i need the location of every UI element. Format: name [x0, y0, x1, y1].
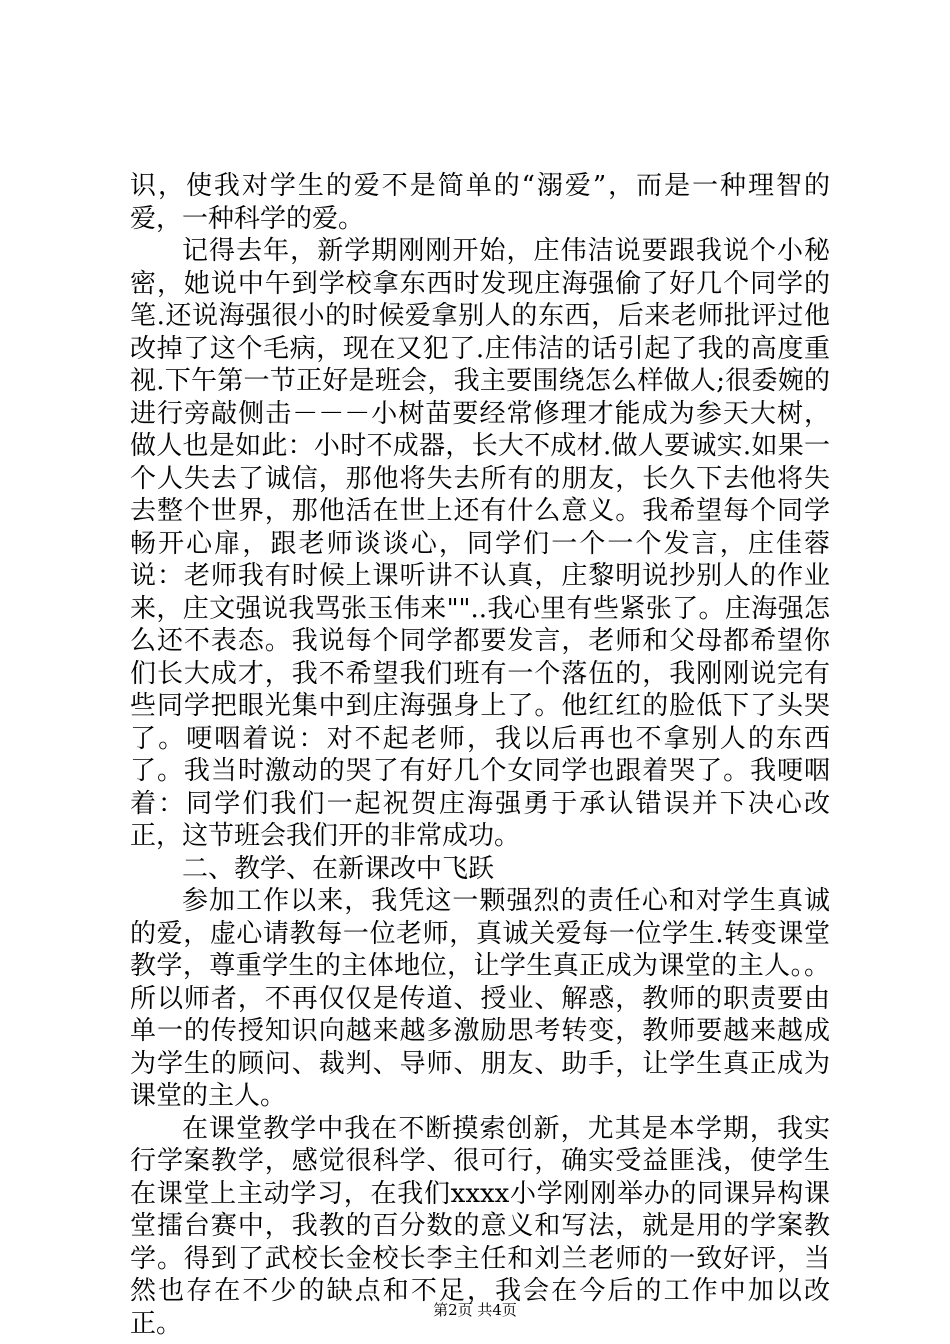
- paragraph-case-teaching: 在课堂教学中我在不断摸索创新，尤其是本学期，我实行学案教学，感觉很科学、很可行，确实受益匪浅，使学生在课堂上主动学习，在我们xxxx小学刚刚举办的同课异构课堂擂台赛中，我教的百分数的意义和写法，就是用的学案教学。得到了武校长金校长李主任和刘兰老师的一致好评，当然也存在不少的缺点和不足，我会在今后的工作中加以改正。: [130, 1113, 830, 1339]
- paragraph-continuation: 识，使我对学生的爱不是简单的“溺爱”，而是一种理智的爱，一种科学的爱。: [130, 171, 830, 234]
- section-heading-teaching: 二、教学、在新课改中飞跃: [182, 853, 495, 884]
- page-number-footer: 第2页 共4页: [433, 1301, 517, 1319]
- paragraph-teaching-philosophy: 参加工作以来，我凭这一颗强烈的责任心和对学生真诚的爱，虚心请教每一位老师，真诚关爱每一位学生.转变课堂教学，尊重学生的主体地位，让学生真正成为课堂的主人。。所以师者，不再仅仅是传道、授业、解惑，教师的职责要由单一的传授知识向越来越多激励思考转变，教师要越来越成为学生的顾问、裁判、导师、朋友、助手，让学生真正成为课堂的主人。: [130, 886, 830, 1111]
- document-body: [130, 170, 830, 1340]
- paragraph-class-meeting-story: 记得去年，新学期刚刚开始，庄伟洁说要跟我说个小秘密，她说中午到学校拿东西时发现庄海强偷了好几个同学的笔.还说海强很小的时候爱拿别人的东西，后来老师批评过他改掉了这个毛病，现在又犯了.庄伟洁的话引起了我的高度重视.下午第一节正好是班会，我主要围绕怎么样做人;很委婉的进行旁敲侧击－－－小树苗要经常修理才能成为参天大树，做人也是如此：小时不成器，长大不成材.做人要诚实.如果一个人失去了诚信，那他将失去所有的朋友，长久下去他将失去整个世界，那他活在世上还有什么意义。我希望每个同学畅开心扉，跟老师谈谈心，同学们一个一个发言，庄佳蓉说：老师我有时候上课听讲不认真，庄黎明说抄别人的作业来，庄文强说我骂张玉伟来""..我心里有些紧张了。庄海强怎么还不表态。我说每个同学都要发言，老师和父母都希望你们长大成才，我不希望我们班有一个落伍的，我刚刚说完有些同学把眼光集中到庄海强身上了。他红红的脸低下了头哭了。哽咽着说：对不起老师，我以后再也不拿别人的东西了。我当时激动的哭了有好几个女同学也跟着哭了。我哽咽着：同学们我们一起祝贺庄海强勇于承认错误并下决心改正，这节班会我们开的非常成功。: [130, 236, 830, 851]
